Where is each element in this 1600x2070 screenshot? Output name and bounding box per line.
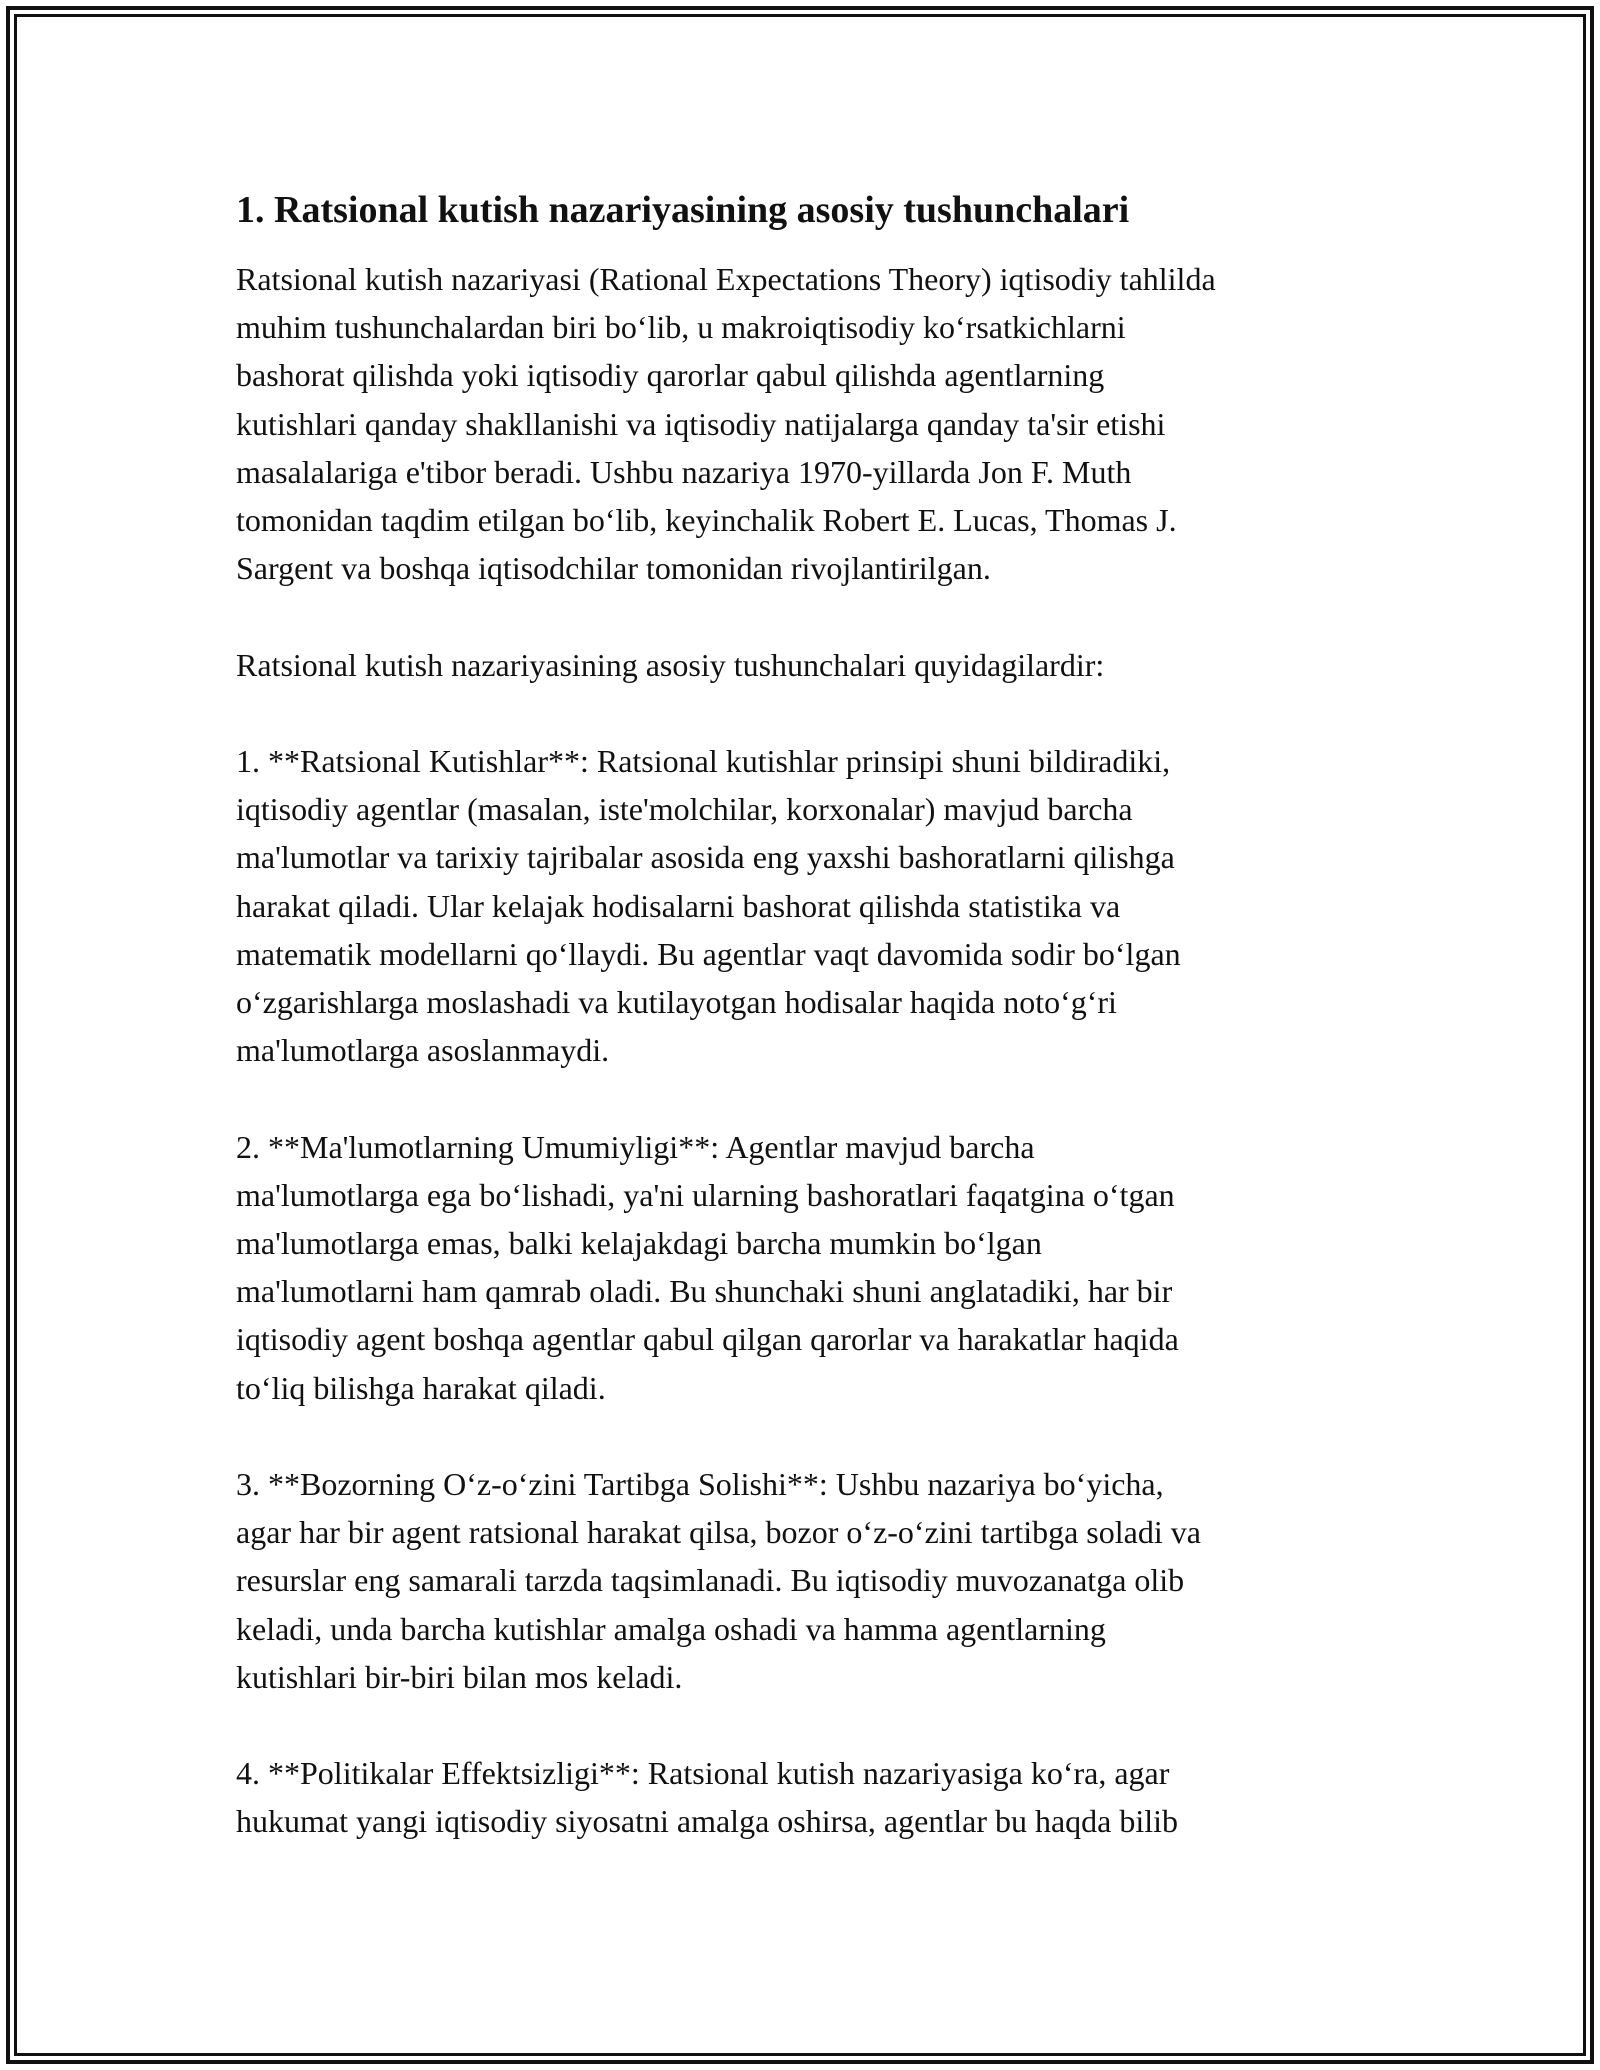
list-item-rational-expectations: 1. **Ratsional Kutishlar**: Ratsional kutishlar prinsipi shuni bildiradiki, iqtisodiy agentlar (masalan, iste'molchilar, korxonalar) mavjud barcha ma'lumotlar va tarixiy tajribalar asosida eng yaxshi bashoratlarni qilishga harakat qiladi. Ular kelajak hodisalarni bashorat qilishda statistika va matematik modellarni qo‘llaydi. Bu agentlar vaqt davomida sodir bo‘lgan o‘zgarishlarga moslashadi va kutilayotgan hodisalar haqida noto‘g‘ri ma'lumotlarga asoslanmaydi. — [236, 743, 1181, 1069]
list-item-market-self-regulation: 3. **Bozorning O‘z-o‘zini Tartibga Solishi**: Ushbu nazariya bo‘yicha, agar har bir agent ratsional harakat qilsa, bozor o‘z-o‘zini tartibga soladi va resurslar eng samarali tarzda taqsimlanadi. Bu iqtisodiy muvozanatga olib keladi, unda barcha kutishlar amalga oshadi va hamma agentlarning kutishlari bir-biri bilan mos keladi. — [236, 1466, 1201, 1695]
document-body — [236, 186, 1376, 1894]
list-intro-paragraph: Ratsional kutish nazariyasining asosiy tushunchalari quyidagilardir: — [236, 646, 1105, 683]
section-heading: 1. Ratsional kutish nazariyasining asosiy tushunchalari — [236, 189, 1130, 231]
list-item-policy-ineffectiveness: 4. **Politikalar Effektsizligi**: Ratsional kutish nazariyasiga ko‘ra, agar hukumat yangi iqtisodiy siyosatni amalga oshirsa, agentlar bu haqda bilib — [236, 1755, 1179, 1840]
intro-paragraph: Ratsional kutish nazariyasi (Rational Expectations Theory) iqtisodiy tahlilda muhim tushunchalardan biri bo‘lib, u makroiqtisodiy ko‘rsatkichlarni bashorat qilishda yoki iqtisodiy qarorlar qabul qilishda agentlarning kutishlari qanday shakllanishi va iqtisodiy natijalarga qanday ta'sir etishi masalalariga e'tibor beradi. Ushbu nazariya 1970-yillarda Jon F. Muth tomonidan taqdim etilgan bo‘lib, keyinchalik Robert E. Lucas, Thomas J. Sargent va boshqa iqtisodchilar tomonidan rivojlantirilgan. — [236, 261, 1216, 587]
list-item-information-generality: 2. **Ma'lumotlarning Umumiyligi**: Agentlar mavjud barcha ma'lumotlarga ega bo‘lishadi, ya'ni ularning bashoratlari faqatgina o‘tgan ma'lumotlarga emas, balki kelajakdagi barcha mumkin bo‘lgan ma'lumotlarni ham qamrab oladi. Bu shunchaki shuni anglatadiki, har bir iqtisodiy agent boshqa agentlar qabul qilgan qarorlar va harakatlar haqida to‘liq bilishga harakat qiladi. — [236, 1128, 1179, 1406]
